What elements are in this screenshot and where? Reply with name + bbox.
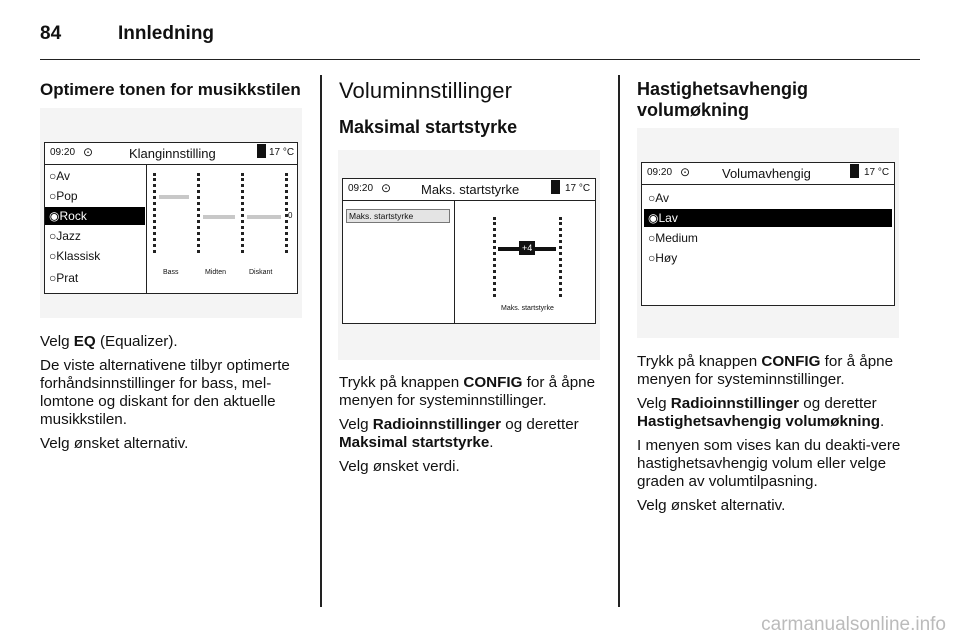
screen-illustration [338,150,600,360]
eq-display [44,142,298,294]
option-rock[interactable]: ◉Rock [45,207,145,225]
watermark: carmanualsonline.info [761,614,946,635]
section-heading: Hastighetsavhengig volumøkning [637,79,809,120]
option-klassisk[interactable]: ○Klassisk [49,249,101,263]
clock: 09:20 [348,183,374,194]
paragraph: De viste alternativene tilbyr optimerte forhåndsinnstillinger for bass, mel-lomtone og diskant for den aktuelle musikkstilen. [40,357,290,428]
screen-illustration [40,108,302,318]
option-av[interactable]: ○Av [49,169,71,183]
band-label-bass: Bass [163,269,179,276]
slider-track [559,217,562,297]
value-badge: +4 [519,241,535,255]
section-heading: Voluminnstillinger [339,78,512,103]
slider-track [197,173,200,253]
column-1-text: Velg EQ (Equalizer). De viste alternativene tilbyr optimerte forhåndsinnstillinger for bass, mel-lomtone og diskant for den aktuelle musikkstilen. Velg ønsket alternativ. [40,333,308,459]
scale-zero-label: 0 [288,211,293,220]
band-label-midten: Midten [205,269,227,276]
paragraph: I menyen som vises kan du deakti-vere hastighetsavhengig volum eller velge graden av volumtilpasning. [637,437,901,490]
column-2-text: Trykk på knappen CONFIG for å åpne menyen for systeminnstillinger. Velg Radioinnstillinger og deretter Maksimal startstyrke. Velg ønsket verdi. [339,374,607,482]
screen-title: Volumavhengig [722,166,811,181]
clock: 09:20 [50,147,76,158]
diskant-level-bar[interactable] [247,215,281,219]
band-label-diskant: Diskant [249,269,273,276]
column-3-text: Trykk på knappen CONFIG for å åpne menyen for systeminnstillinger. Velg Radioinnstillinger og deretter Hastighetsavhengig volumøkning. I menyen som vises kan du deakti-vere hastighetsavhengig volum eller velge graden av volumtilpasning. Velg ønsket alternativ. [637,353,909,521]
page-number: 84 [40,23,62,44]
slider-track [493,217,496,297]
back-icon[interactable]: ⊙ [381,181,392,195]
status-bar [343,179,595,201]
temperature-icon [257,144,266,158]
sub-heading: Maksimal startstyrke [339,117,518,137]
option-list [45,165,147,293]
temperature-icon [850,164,859,178]
screen-title: Klanginnstilling [129,146,216,161]
back-icon[interactable]: ⊙ [83,145,94,159]
slider-track [153,173,156,253]
section-heading: Optimere tonen for musikkstilen [40,80,301,99]
bass-level-bar[interactable] [159,195,189,199]
screen-illustration [637,128,899,338]
temperature: 17 °C [864,167,890,178]
option-jazz[interactable]: ○Jazz [49,229,81,243]
clock: 09:20 [647,167,673,178]
left-panel [343,201,455,323]
paragraph: Velg ønsket alternativ. [40,435,189,452]
slider-caption: Maks. startstyrke [501,305,554,312]
screen-title: Maks. startstyrke [421,182,520,197]
page-header [40,20,920,60]
status-bar [45,143,297,165]
speed-volume-display [641,162,895,306]
slider-track [241,173,244,253]
paragraph: Velg ønsket verdi. [339,458,460,475]
option-prat[interactable]: ○Prat [49,271,79,285]
temperature: 17 °C [269,147,295,158]
header-title: Innledning [118,23,215,44]
paragraph: Velg ønsket alternativ. [637,497,786,514]
back-icon[interactable]: ⊙ [680,165,691,179]
option-av[interactable]: ○Av [648,191,670,205]
option-pop[interactable]: ○Pop [49,189,78,203]
menu-item-maks-startstyrke[interactable]: Maks. startstyrke [346,209,450,223]
option-hoy[interactable]: ○Høy [648,251,678,265]
option-medium[interactable]: ○Medium [648,231,698,245]
option-lav[interactable]: ◉Lav [644,209,892,227]
midten-level-bar[interactable] [203,215,235,219]
temperature: 17 °C [565,183,591,194]
volume-display [342,178,596,324]
column-divider [618,75,620,607]
status-bar [642,163,894,185]
temperature-icon [551,180,560,194]
column-divider [320,75,322,607]
